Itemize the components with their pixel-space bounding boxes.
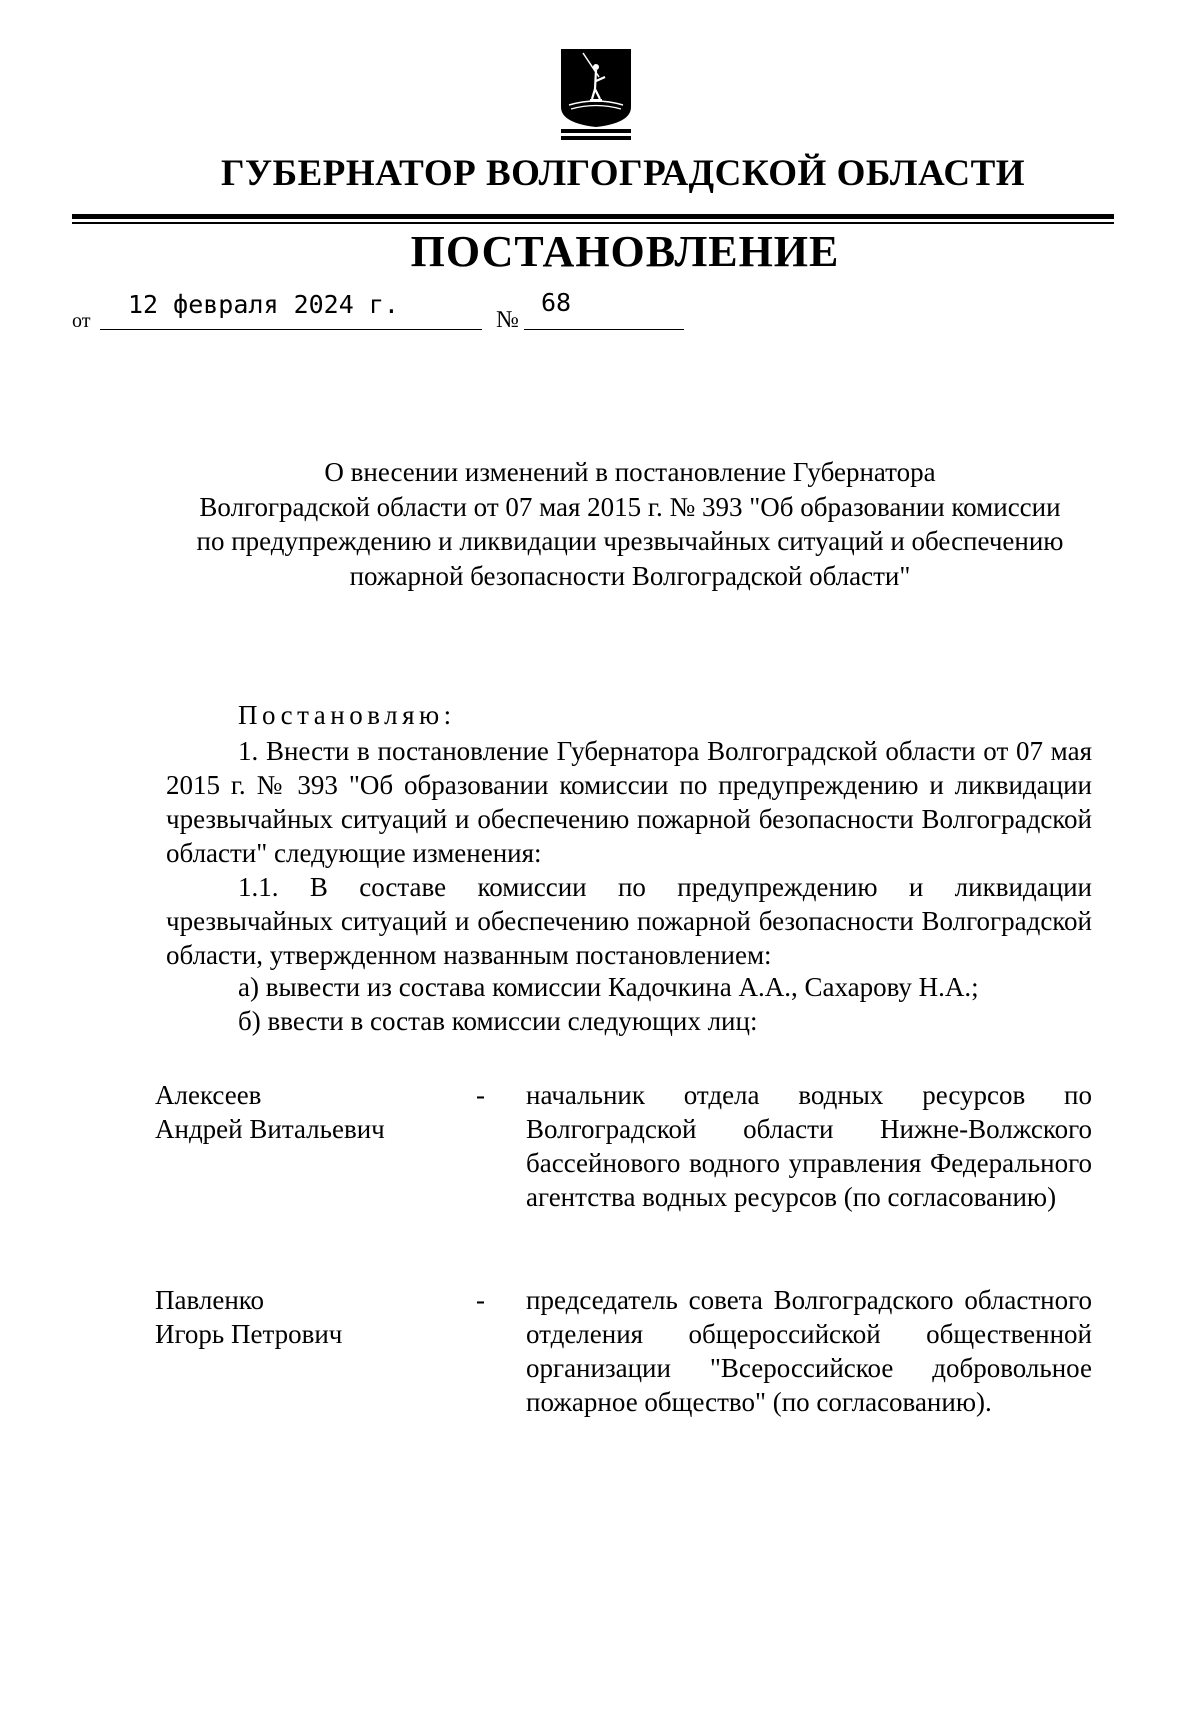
document-number: 68	[541, 288, 572, 317]
member-given-names: Игорь Петрович	[155, 1319, 343, 1349]
document-type-title: ПОСТАНОВЛЕНИЕ	[410, 227, 840, 276]
member-dash: -	[476, 1285, 485, 1315]
date-underline	[100, 329, 482, 330]
issuing-authority: ГУБЕРНАТОР ВОЛГОГРАДСКОЙ ОБЛАСТИ	[220, 153, 1026, 194]
member-position: начальник отдела водных ресурсов по Волгоградской области Нижне-Волжского бассейнового водного управления Федерального агентства водных ресурсов (по согласованию)	[526, 1080, 1092, 1212]
subparagraph-b: б) ввести в состав комиссии следующих лиц:	[238, 1006, 758, 1036]
member-name	[155, 1078, 455, 1146]
number-label: №	[496, 307, 519, 333]
date-label: от	[72, 310, 91, 332]
member-given-names: Андрей Витальевич	[155, 1114, 385, 1144]
member-dash: -	[476, 1080, 485, 1110]
member-surname: Павленко	[155, 1285, 265, 1315]
subject-line: пожарной безопасности Волгоградской области"	[349, 560, 911, 591]
subject-line: Волгоградской области от 07 мая 2015 г. № 393 "Об образовании комиссии	[199, 491, 1061, 522]
subject-line: по предупреждению и ликвидации чрезвычайных ситуаций и обеспечению	[196, 526, 1064, 556]
subparagraph-a: а) вывести из состава комиссии Кадочкина А.А., Сахарову Н.А.;	[238, 972, 979, 1002]
member-name	[155, 1283, 455, 1351]
paragraph-1-1: 1.1. В составе комиссии по предупреждению и ликвидации чрезвычайных ситуаций и обеспечению пожарной безопасности Волгоградской области, утвержденном названным постановлением:	[166, 872, 1092, 970]
member-position: председатель совета Волгоградского областного отделения общероссийской общественной организации "Всероссийское добровольное пожарное общество" (по согласованию).	[526, 1285, 1092, 1417]
header-rule-thin	[72, 222, 1114, 224]
subject-line: О внесении изменений в постановление Губернатора	[324, 457, 936, 487]
document-meta	[0, 290, 1200, 340]
paragraph-1: 1. Внести в постановление Губернатора Волгоградской области от 07 мая 2015 г. № 393 "Об образовании комиссии по предупреждению и ликвидации чрезвычайных ситуаций и обеспечению пожарной безопасности Волгоградской области" следующие изменения:	[166, 736, 1092, 868]
coat-of-arms-icon	[559, 47, 633, 141]
document-date: 12 февраля 2024 г.	[128, 290, 399, 319]
decree-word: Постановляю:	[238, 700, 456, 730]
header-rule-thick	[72, 214, 1114, 219]
document-subject	[160, 455, 1100, 593]
member-surname: Алексеев	[155, 1080, 262, 1110]
number-underline	[524, 329, 684, 330]
